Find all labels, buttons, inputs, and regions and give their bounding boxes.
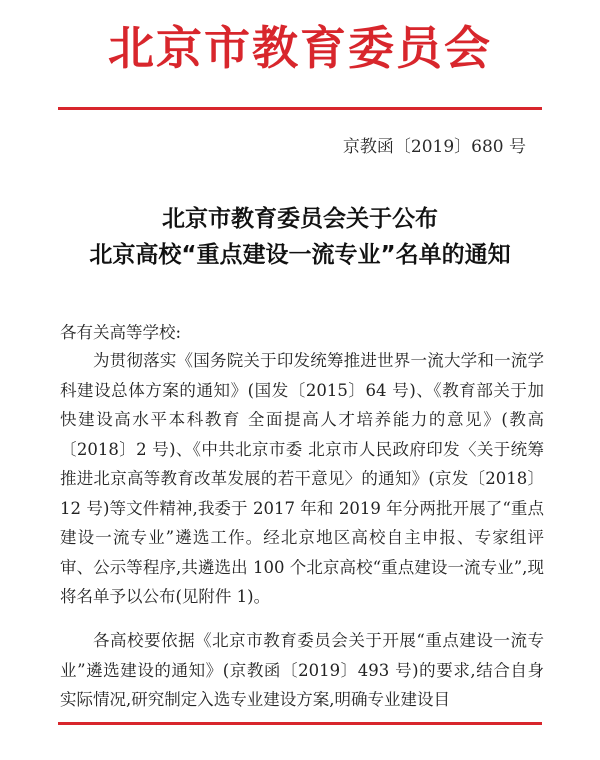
document-number: 京教函〔2019〕680 号 [342, 137, 526, 157]
issuer-header: 北京市教育委员会 [108, 21, 492, 75]
footer-red-rule [58, 722, 542, 725]
body-paragraph-1: 为贯彻落实《国务院关于印发统筹推进世界一流大学和一流学科建设总体方案的通知》(国发〔2015〕64 号)、《教育部关于加快建设高水平本科教育 全面提高人才培养能力的意见》(教高〔2018〕2 号)、《中共北京市委 北京市人民政府印发〈关于统筹推进北京高等教育改革发展的若干意见〉的通知》(京发〔2018〕12 号)等文件精神,我委于 2017 年和 2019 年分两批开展了“重点建设一流专业”遴选工作。经北京地区高校自主申报、专家组评审、公示等程序,共遴选出 100 个北京高校“重点建设一流专业”,现将名单予以公布(见附件 1)。 [60, 351, 544, 606]
salutation: 各有关高等学校: [60, 323, 182, 342]
notice-title-line2: 北京高校“重点建设一流专业”名单的通知 [89, 242, 511, 268]
notice-title-line1: 北京市教育委员会关于公布 [162, 206, 438, 232]
header-red-rule [58, 107, 542, 110]
body-paragraph-2: 各高校要依据《北京市教育委员会关于开展“重点建设一流专业”遴选建设的通知》(京教函〔2019〕493 号)的要求,结合自身实际情况,研究制定入选专业建设方案,明确专业建设目 [60, 631, 544, 709]
